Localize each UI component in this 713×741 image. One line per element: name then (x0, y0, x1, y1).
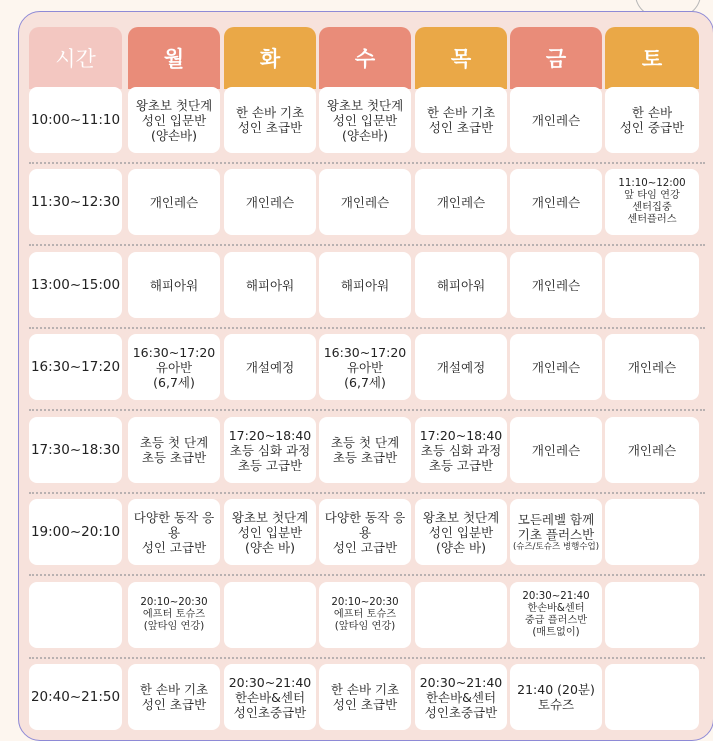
class-cell: 해피아워 (319, 252, 411, 318)
header-mon: 월 (128, 27, 220, 89)
time-cell: 16:30~17:20 (29, 334, 122, 400)
class-cell: 개인레슨 (510, 169, 602, 235)
class-cell: 왕초보 첫단계 성인 입문반 (양손바) (319, 87, 411, 153)
class-cell: 개인레슨 (510, 87, 602, 153)
class-cell: 20:10~20:30 에프터 토슈즈 (앞타임 연강) (319, 582, 411, 648)
class-cell: 17:20~18:40 초등 심화 과정 초등 고급반 (224, 417, 316, 483)
class-cell-empty (224, 582, 316, 648)
class-cell-empty (605, 664, 699, 730)
class-cell: 개인레슨 (510, 334, 602, 400)
class-cell: 왕초보 첫단계 성인 입분반 (양손 바) (415, 499, 507, 565)
class-cell: 개설예정 (224, 334, 316, 400)
class-cell: 다양한 동작 응용 성인 고급반 (128, 499, 220, 565)
class-cell: 개인레슨 (415, 169, 507, 235)
class-cell (510, 499, 602, 565)
class-note: (슈즈/토슈즈 병행수업) (512, 541, 600, 552)
header-time: 시간 (29, 27, 122, 89)
class-cell: 한 손바 기초 성인 초급반 (224, 87, 316, 153)
class-cell-empty (605, 499, 699, 565)
class-cell: 개설예정 (415, 334, 507, 400)
class-cell-empty (415, 582, 507, 648)
row-divider (29, 409, 705, 411)
class-cell: 21:40 (20분) 토슈즈 (510, 664, 602, 730)
class-cell: 20:30~21:40 한손바&센터 중급 플러스반 (매트없이) (510, 582, 602, 648)
class-cell-empty (605, 252, 699, 318)
class-cell: 개인레슨 (605, 334, 699, 400)
class-cell: 16:30~17:20 유아반 (6,7세) (319, 334, 411, 400)
header-fri: 금 (510, 27, 602, 89)
class-cell: 해피아워 (415, 252, 507, 318)
class-cell: 한 손바 기초 성인 초급반 (319, 664, 411, 730)
time-cell: 11:30~12:30 (29, 169, 122, 235)
row-divider (29, 657, 705, 659)
header-thu: 목 (415, 27, 507, 89)
time-cell: 20:40~21:50 (29, 664, 122, 730)
class-cell: 17:20~18:40 초등 심화 과정 초등 고급반 (415, 417, 507, 483)
time-cell: 19:00~20:10 (29, 499, 122, 565)
class-cell: 해피아워 (224, 252, 316, 318)
header-wed: 수 (319, 27, 411, 89)
header-sat: 토 (605, 27, 699, 89)
class-cell: 한 손바 기초 성인 초급반 (415, 87, 507, 153)
time-cell-empty (29, 582, 122, 648)
header-tue: 화 (224, 27, 316, 89)
class-cell: 11:10~12:00 앞 타임 연강 센터집중 센터플러스 (605, 169, 699, 235)
class-cell: 20:10~20:30 에프터 토슈즈 (앞타임 연강) (128, 582, 220, 648)
class-cell: 개인레슨 (510, 417, 602, 483)
class-cell: 해피아워 (128, 252, 220, 318)
class-cell: 다양한 동작 응용 성인 고급반 (319, 499, 411, 565)
row-divider (29, 574, 705, 576)
class-cell-empty (605, 582, 699, 648)
class-cell: 왕초보 첫단계 성인 입문반 (양손바) (128, 87, 220, 153)
class-cell: 개인레슨 (224, 169, 316, 235)
class-cell: 왕초보 첫단계 성인 입분반 (양손 바) (224, 499, 316, 565)
class-cell: 개인레슨 (510, 252, 602, 318)
row-divider (29, 162, 705, 164)
class-cell: 초등 첫 단계 초등 초급반 (319, 417, 411, 483)
class-title: 모든레벨 함께 기초 플러스반 (517, 511, 595, 542)
class-cell: 개인레슨 (128, 169, 220, 235)
time-cell: 13:00~15:00 (29, 252, 122, 318)
class-cell: 초등 첫 단계 초등 초급반 (128, 417, 220, 483)
class-cell: 20:30~21:40 한손바&센터 성인초중급반 (415, 664, 507, 730)
class-cell: 한 손바 성인 중급반 (605, 87, 699, 153)
time-cell: 10:00~11:10 (29, 87, 122, 153)
timetable-panel (18, 11, 713, 741)
class-cell: 개인레슨 (605, 417, 699, 483)
row-divider (29, 244, 705, 246)
class-cell: 16:30~17:20 유아반 (6,7세) (128, 334, 220, 400)
class-cell: 20:30~21:40 한손바&센터 성인초중급반 (224, 664, 316, 730)
row-divider (29, 327, 705, 329)
row-divider (29, 492, 705, 494)
class-cell: 개인레슨 (319, 169, 411, 235)
time-cell: 17:30~18:30 (29, 417, 122, 483)
class-cell: 한 손바 기초 성인 초급반 (128, 664, 220, 730)
